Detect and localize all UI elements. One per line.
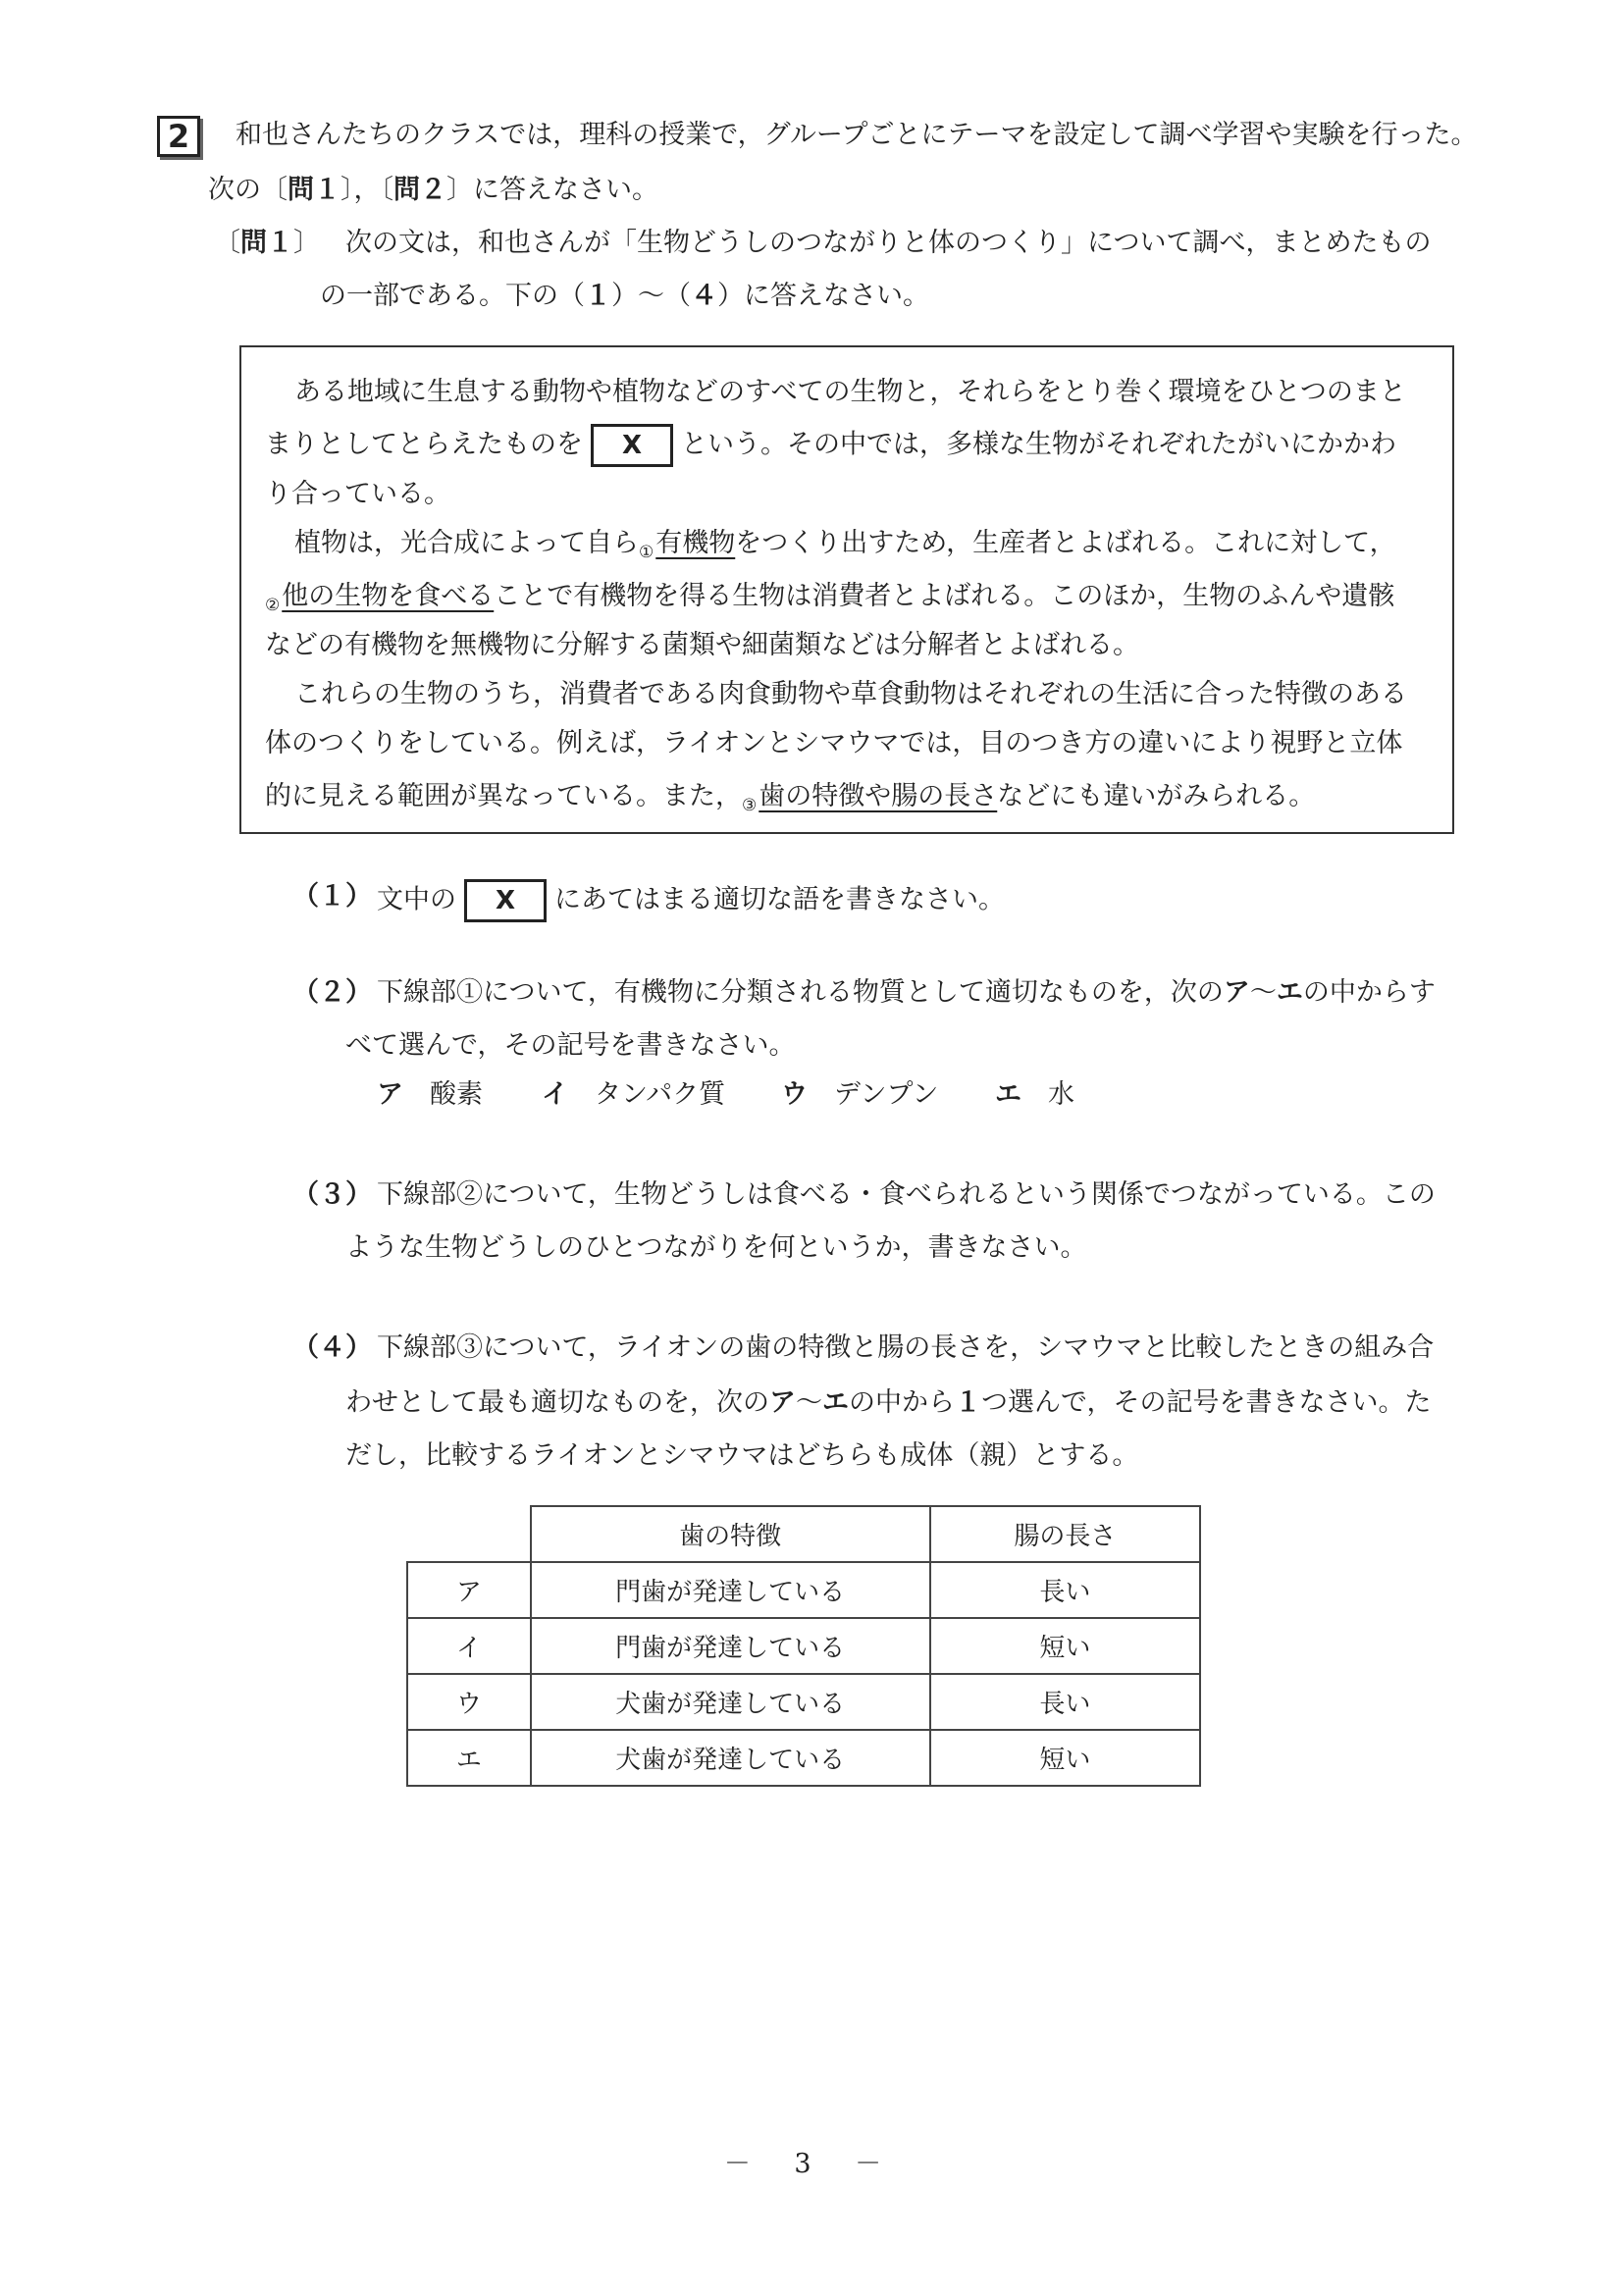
sub2-line2: べて選んで，その記号を書きなさい。 bbox=[345, 1030, 796, 1061]
passage-p2-line3: などの有機物を無機物に分解する菌類や細菌類などは分解者とよばれる。 bbox=[265, 630, 1139, 660]
sub1-x-box: X bbox=[464, 879, 547, 922]
sub2-option-u: ウ デンプン bbox=[781, 1079, 939, 1110]
sub3-line1: 下線部②について，生物どうしは食べる・食べられるという関係でつながっている。この bbox=[377, 1179, 1436, 1210]
sub4-line1: 下線部③について，ライオンの歯の特徴と腸の長さを，シマウマと比較したときの組み合 bbox=[377, 1332, 1435, 1363]
table-header-length: 腸の長さ bbox=[930, 1506, 1200, 1562]
passage-p3-line2: 体のつくりをしている。例えば，ライオンとシマウマでは，目のつき方の違いにより視野と立体 bbox=[265, 728, 1403, 758]
sub4-line3: だし，比較するライオンとシマウマはどちらも成体（親）とする。 bbox=[345, 1440, 1139, 1471]
table-row bbox=[407, 1674, 1200, 1730]
page-number: － 3 － bbox=[723, 2149, 900, 2179]
teeth-cell: 門歯が発達している bbox=[531, 1618, 930, 1674]
sub4-line2: わせとして最も適切なものを，次のア～エの中から１つ選んで，その記号を書きなさい。た bbox=[345, 1387, 1432, 1418]
table-header-row bbox=[407, 1506, 1200, 1562]
question-number-box: 2 bbox=[157, 116, 200, 157]
table-row bbox=[407, 1562, 1200, 1618]
q1-label: 問１ bbox=[240, 228, 293, 258]
answer-choice-table bbox=[406, 1505, 1201, 1787]
sub4-number: （４） bbox=[292, 1332, 372, 1363]
circled-2-mark: ② bbox=[265, 596, 281, 615]
table-header-teeth: 歯の特徴 bbox=[531, 1506, 930, 1562]
passage-p1-line3: り合っている。 bbox=[265, 479, 450, 509]
row-label: ウ bbox=[407, 1674, 531, 1730]
sub2-option-i: イ タンパク質 bbox=[542, 1079, 726, 1110]
row-label: ア bbox=[407, 1562, 531, 1618]
q1-text-line1: 次の文は，和也さんが「生物どうしのつながりと体のつくり」について調べ，まとめたもの bbox=[345, 228, 1432, 258]
table-row bbox=[407, 1730, 1200, 1786]
length-cell: 長い bbox=[930, 1674, 1200, 1730]
question-intro-line2: 次の〔問１〕，〔問２〕に答えなさい。 bbox=[208, 175, 658, 205]
passage-p2-line1: 植物は，光合成によって自ら$_①$有機物をつくり出すため，生産者とよばれる。これに対して， bbox=[294, 528, 1396, 562]
sub2-number: （２） bbox=[292, 977, 372, 1008]
table-corner-cell bbox=[407, 1506, 531, 1562]
underline-2: 他の生物を食べる bbox=[282, 581, 495, 611]
sub1-text: 文中の X にあてはまる適切な語を書きなさい。 bbox=[377, 879, 1005, 922]
sub3-number: （３） bbox=[292, 1179, 372, 1210]
circled-1-mark: ① bbox=[639, 543, 654, 562]
x-blank-box: X bbox=[591, 424, 673, 467]
underline-3: 歯の特徴や腸の長さ bbox=[759, 781, 998, 811]
length-cell: 短い bbox=[930, 1730, 1200, 1786]
passage-p3-line1: これらの生物のうち，消費者である肉食動物や草食動物はそれぞれの生活に合った特徴のある bbox=[294, 679, 1407, 709]
passage-p3-line3: 的に見える範囲が異なっている。また，$_③$歯の特徴や腸の長さなどにも違いがみられる。 bbox=[265, 781, 1316, 815]
passage-p1-line1: ある地域に生息する動物や植物などのすべての生物と，それらをとり巻く環境をひとつのまと bbox=[294, 377, 1406, 407]
sub2-line1: 下線部①について，有機物に分類される物質として適切なものを，次のア～エの中からす bbox=[377, 977, 1436, 1008]
sub2-option-e: エ 水 bbox=[995, 1079, 1074, 1110]
passage-p2-line2: $_②$他の生物を食べることで有機物を得る生物は消費者とよばれる。このほか，生物のふんや遺骸 bbox=[265, 581, 1395, 615]
q1-ref: 問１ bbox=[288, 175, 340, 205]
sub1-number: （１） bbox=[292, 881, 372, 912]
length-cell: 短い bbox=[930, 1618, 1200, 1674]
sub2-option-a: ア 酸素 bbox=[377, 1079, 483, 1110]
q1-text-line2: の一部である。下の（１）～（４）に答えなさい。 bbox=[320, 281, 929, 311]
circled-3-mark: ③ bbox=[742, 796, 758, 815]
teeth-cell: 犬歯が発達している bbox=[531, 1730, 930, 1786]
question-intro-line1: 和也さんたちのクラスでは，理科の授業で，グループごとにテーマを設定して調べ学習や実験を行った。 bbox=[236, 120, 1478, 150]
length-cell: 長い bbox=[930, 1562, 1200, 1618]
q1-heading: 〔問１〕 bbox=[214, 228, 320, 258]
table-row bbox=[407, 1618, 1200, 1674]
teeth-cell: 犬歯が発達している bbox=[531, 1674, 930, 1730]
row-label: イ bbox=[407, 1618, 531, 1674]
sub3-line2: ような生物どうしのひとつながりを何というか，書きなさい。 bbox=[345, 1232, 1087, 1263]
row-label: エ bbox=[407, 1730, 531, 1786]
q2-ref: 問２ bbox=[393, 175, 446, 205]
underline-1: 有機物 bbox=[655, 528, 736, 558]
passage-p1-line2: まりとしてとらえたものを X という。その中では，多様な生物がそれぞれたがいにかかわ bbox=[265, 424, 1396, 467]
teeth-cell: 門歯が発達している bbox=[531, 1562, 930, 1618]
